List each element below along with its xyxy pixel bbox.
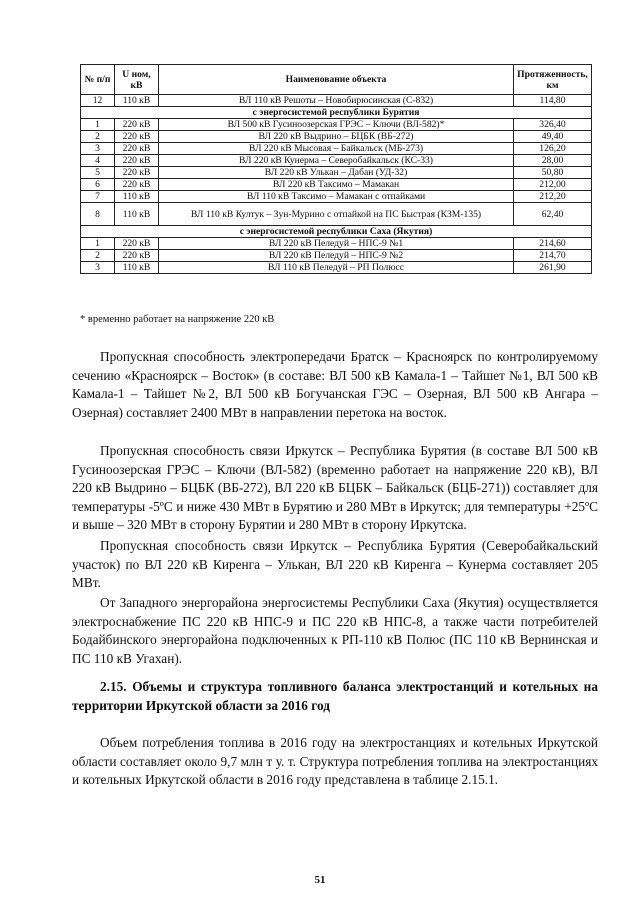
cell-voltage: 220 кВ — [115, 143, 159, 155]
cell-object-name: ВЛ 110 кВ Пеледуй – РП Полюсс — [159, 262, 514, 274]
cell-object-name: ВЛ 220 кВ Пеледуй – НПС-9 №1 — [159, 238, 514, 250]
cell-object-name: ВЛ 220 кВ Мысовая – Байкальск (МБ-273) — [159, 143, 514, 155]
section-heading-text: Объемы и структура топливного баланса электростанций и котельных на территории Иркутской области за 2016 год — [72, 679, 598, 713]
cell-length: 212,00 — [514, 179, 592, 191]
cell-length: 28,00 — [514, 155, 592, 167]
paragraph-text: От Западного энергорайона энергосистемы Республики Саха (Якутия) осуществляется электроснабжение ПС 220 кВ НПС-9 и ПС 220 кВ НПС-8, а также части потребителей Бодайбинского энергорайона подключенных к РП-110 кВ Полюс (ПС 110 кВ Вернинская и ПС 110 кВ Угахан). — [72, 595, 598, 666]
cell-number: 1 — [81, 238, 115, 250]
cell-length: 126,20 — [514, 143, 592, 155]
table-row — [81, 179, 592, 191]
table-row — [81, 131, 592, 143]
cell-voltage: 220 кВ — [115, 167, 159, 179]
table-row — [81, 238, 592, 250]
section-label: с энергосистемой республики Саха (Якутия) — [81, 226, 592, 238]
cell-length: 49,40 — [514, 131, 592, 143]
cell-voltage: 220 кВ — [115, 179, 159, 191]
table-row — [81, 95, 592, 107]
paragraph-yakutia — [72, 594, 598, 668]
header-number: № п/п — [81, 65, 115, 95]
cell-voltage: 220 кВ — [115, 155, 159, 167]
cell-length: 212,20 — [514, 191, 592, 203]
cell-object-name: ВЛ 500 кВ Гусиноозерская ГРЭС – Ключи (ВЛ-582)* — [159, 119, 514, 131]
section-row-yakutia — [81, 226, 592, 238]
cell-object-name: ВЛ 220 кВ Выдрино – БЦБК (ВБ-272) — [159, 131, 514, 143]
cell-voltage: 110 кВ — [115, 262, 159, 274]
paragraph-bratsk-krasnoyarsk — [72, 348, 598, 422]
cell-voltage: 220 кВ — [115, 250, 159, 262]
table-row — [81, 191, 592, 203]
table-row — [81, 143, 592, 155]
cell-length: 114,80 — [514, 95, 592, 107]
cell-number: 8 — [81, 203, 115, 226]
cell-number: 1 — [81, 119, 115, 131]
cell-number: 6 — [81, 179, 115, 191]
table-row — [81, 119, 592, 131]
cell-number: 2 — [81, 250, 115, 262]
section-heading-number: 2.15. — [100, 679, 127, 694]
table-row — [81, 167, 592, 179]
paragraph-fuel-consumption — [72, 734, 598, 790]
cell-length: 214,60 — [514, 238, 592, 250]
cell-length: 261,90 — [514, 262, 592, 274]
cell-length: 214,70 — [514, 250, 592, 262]
table-row — [81, 262, 592, 274]
cell-length: 62,40 — [514, 203, 592, 226]
paragraph-text: Пропускная способность электропередачи Братск – Красноярск по контролируемому сечению «Красноярск – Восток» (в составе: ВЛ 500 кВ Камала-1 – Тайшет №1, ВЛ 500 кВ Камала-1 – Тайшет №2, ВЛ 500 кВ Богучанская ГЭС – Озерная, ВЛ 500 кВ Ангара – Озерная) составляет 2400 МВт в направлении перетока на восток. — [72, 349, 598, 420]
table-row — [81, 250, 592, 262]
cell-number: 12 — [81, 95, 115, 107]
section-heading — [72, 678, 598, 715]
paragraph-severobaikalsk — [72, 537, 598, 593]
section-label: с энергосистемой республики Бурятия — [81, 107, 592, 119]
cell-object-name: ВЛ 110 кВ Култук – Зун-Мурино с отпайкой на ПС Быстрая (КЗМ-135) — [159, 203, 514, 226]
cell-length: 326,40 — [514, 119, 592, 131]
cell-number: 4 — [81, 155, 115, 167]
cell-voltage: 110 кВ — [115, 203, 159, 226]
cell-object-name: ВЛ 220 кВ Пеледуй – НПС-9 №2 — [159, 250, 514, 262]
cell-voltage: 110 кВ — [115, 95, 159, 107]
table-row — [81, 155, 592, 167]
paragraph-text: Пропускная способность связи Иркутск – Республика Бурятия (Северобайкальский участок) по ВЛ 220 кВ Киренга – Улькан, ВЛ 220 кВ Киренга – Кунерма составляет 205 МВт. — [72, 538, 598, 591]
cell-length: 50,80 — [514, 167, 592, 179]
cell-voltage: 220 кВ — [115, 131, 159, 143]
header-object-name: Наименование объекта — [159, 65, 514, 95]
section-row-buryatia — [81, 107, 592, 119]
cell-voltage: 220 кВ — [115, 119, 159, 131]
paragraph-text: Пропускная способность связи Иркутск – Республика Бурятия (в составе ВЛ 500 кВ Гусиноозерская ГРЭС – Ключи (ВЛ-582) (временно работает на напряжение 220 кВ), ВЛ 220 кВ Выдрино – БЦБК (ВБ-272), ВЛ 220 кВ БЦБК – Байкальск (БЦБ-271)) составляет для температуры -5ºС и ниже 430 МВт в Бурятию и 280 МВт в Иркутск; для температуры +25ºС и выше – 320 МВт в сторону Бурятии и 280 МВт в сторону Иркутска. — [72, 443, 598, 533]
cell-number: 5 — [81, 167, 115, 179]
cell-number: 3 — [81, 143, 115, 155]
table-row — [81, 203, 592, 226]
cell-object-name: ВЛ 220 кВ Кунерма – Северобайкальск (КС-33) — [159, 155, 514, 167]
cell-number: 3 — [81, 262, 115, 274]
cell-object-name: ВЛ 110 кВ Решоты – Новобирюсинская (С-832) — [159, 95, 514, 107]
cell-voltage: 220 кВ — [115, 238, 159, 250]
transmission-lines-table — [80, 64, 592, 274]
header-voltage: U ном, кВ — [115, 65, 159, 95]
paragraph-irkutsk-buryatia — [72, 442, 598, 535]
page-number: 51 — [314, 874, 326, 886]
header-length: Протяженность, км — [514, 65, 592, 95]
cell-object-name: ВЛ 110 кВ Таксимо – Мамакан с отпайками — [159, 191, 514, 203]
cell-number: 7 — [81, 191, 115, 203]
cell-voltage: 110 кВ — [115, 191, 159, 203]
cell-object-name: ВЛ 220 кВ Улькан – Дабан (УД-32) — [159, 167, 514, 179]
table-header-row — [81, 65, 592, 95]
paragraph-text: Объем потребления топлива в 2016 году на электростанциях и котельных Иркутской области составляет около 9,7 млн т у. т. Структура потребления топлива на электростанциях и котельных Иркутской области в 2016 году представлена в таблице 2.15.1. — [72, 735, 598, 788]
cell-object-name: ВЛ 220 кВ Таксимо – Мамакан — [159, 179, 514, 191]
cell-number: 2 — [81, 131, 115, 143]
table-footnote: * временно работает на напряжение 220 кВ — [80, 314, 275, 325]
